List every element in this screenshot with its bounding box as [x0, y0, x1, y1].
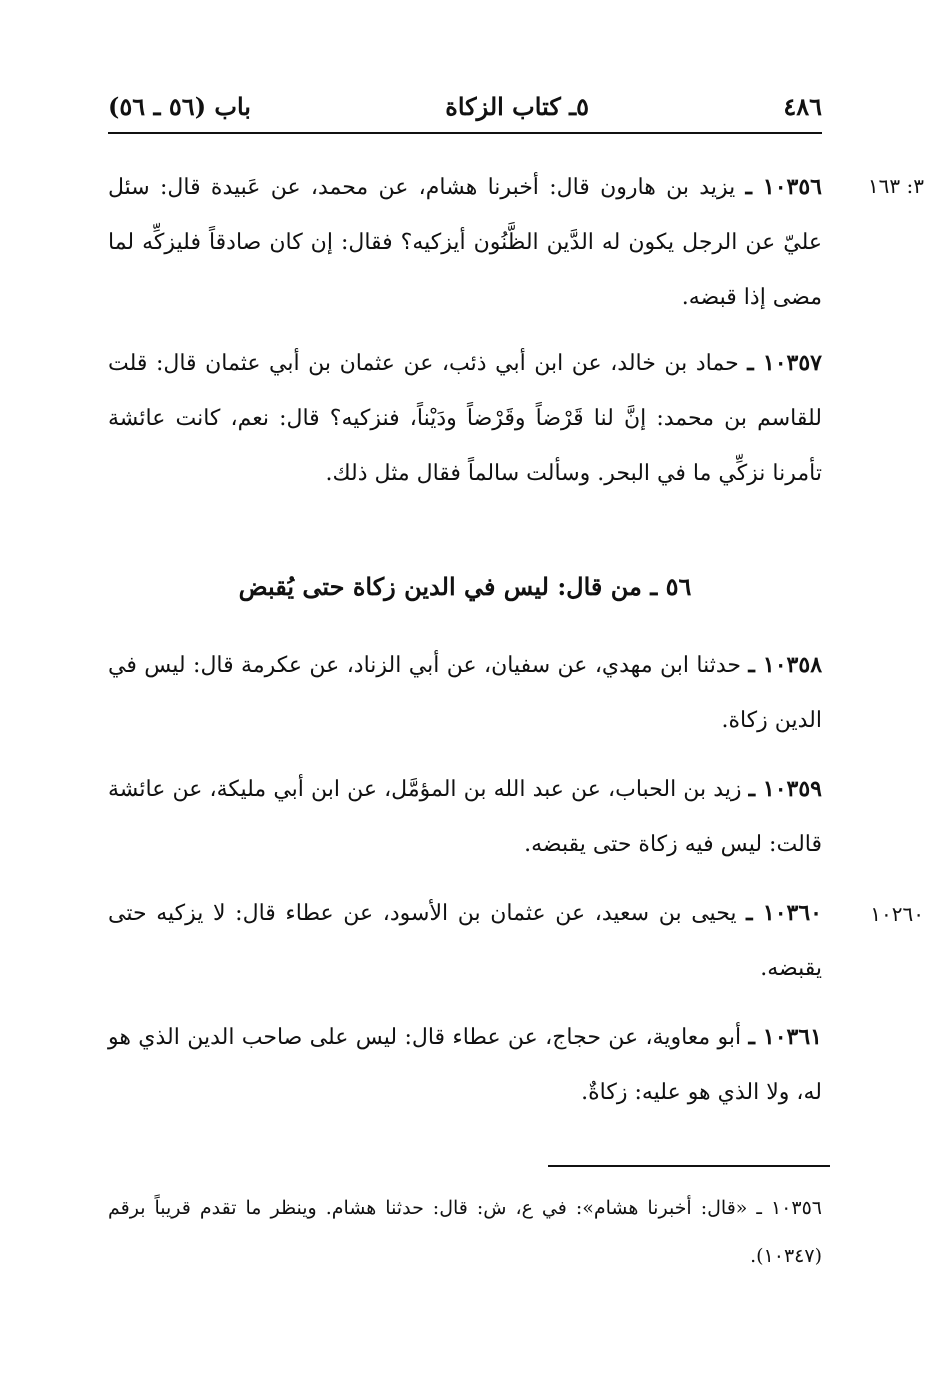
- running-header: [108, 88, 822, 124]
- entry-text: يحيى بن سعيد، عن عثمان بن الأسود، عن عطاء قال: لا يزكيه حتى يقبضه.: [108, 901, 822, 981]
- hadith-entry-10356: [108, 160, 822, 325]
- hadith-entry-10358: [108, 638, 822, 748]
- chapter-range: باب (٥٦ ـ ٥٦): [108, 91, 251, 121]
- entry-number: ١٠٣٦٠ ـ: [746, 900, 822, 926]
- entry-number: ١٠٣٥٩ ـ: [748, 776, 822, 802]
- hadith-entry-10361: [108, 1010, 822, 1120]
- entry-number: ١٠٣٥٦ ـ: [745, 174, 822, 200]
- book-title: ٥ـ كتاب الزكاة: [445, 91, 590, 121]
- hadith-entry-10357: [108, 336, 822, 501]
- entry-text: حماد بن خالد، عن ابن أبي ذئب، عن عثمان بن أبي عثمان قال: قلت للقاسم بن محمد: إنَّ لنا قَرْضاً وقَرْضاً ودَيْناً، فنزكيه؟ قال: نعم، كانت عائشة تأمرنا نزكِّي ما في البحر. وسألت سالماً فقال مثل ذلك.: [108, 351, 822, 486]
- margin-reference-2: ١٠٢٦٠: [870, 902, 924, 926]
- section-heading: ٥٦ ـ من قال: ليس في الدين زكاة حتى يُقبض: [238, 572, 692, 601]
- hadith-entry-10359: [108, 762, 822, 872]
- footnote: ١٠٣٥٦ ـ «قال: أخبرنا هشام»: في ع، ش: قال: حدثنا هشام. وينظر ما تقدم قريباً برقم (١٠٣٤٧).: [108, 1197, 822, 1267]
- entry-text: أبو معاوية، عن حجاج، عن عطاء قال: ليس على صاحب الدين الذي هو له، ولا الذي هو عليه: زكاةٌ.: [108, 1025, 822, 1105]
- entry-number: ١٠٣٥٨ ـ: [748, 652, 823, 678]
- page-number: ٤٨٦: [783, 91, 822, 121]
- header-rule: [108, 132, 822, 134]
- entry-number: ١٠٣٦١ ـ: [748, 1024, 822, 1050]
- entry-number: ١٠٣٥٧ ـ: [747, 350, 822, 376]
- footnote-rule: [548, 1165, 830, 1167]
- entry-text: يزيد بن هارون قال: أخبرنا هشام، عن محمد، عن عَبيدة قال: سئل عليّ عن الرجل يكون له الدَّين الظَّنُون أيزكيه؟ فقال: إن كان صادقاً فليزكِّه لما مضى إذا قبضه.: [108, 175, 822, 310]
- entry-text: حدثنا ابن مهدي، عن سفيان، عن أبي الزناد، عن عكرمة قال: ليس في الدين زكاة.: [108, 653, 822, 733]
- entry-text: زيد بن الحباب، عن عبد الله بن المؤمَّل، عن ابن أبي مليكة، عن عائشة قالت: ليس فيه زكاة حتى يقبضه.: [108, 777, 822, 857]
- hadith-entry-10360: [108, 886, 822, 996]
- margin-reference-1: ٣: ١٦٣: [867, 174, 924, 198]
